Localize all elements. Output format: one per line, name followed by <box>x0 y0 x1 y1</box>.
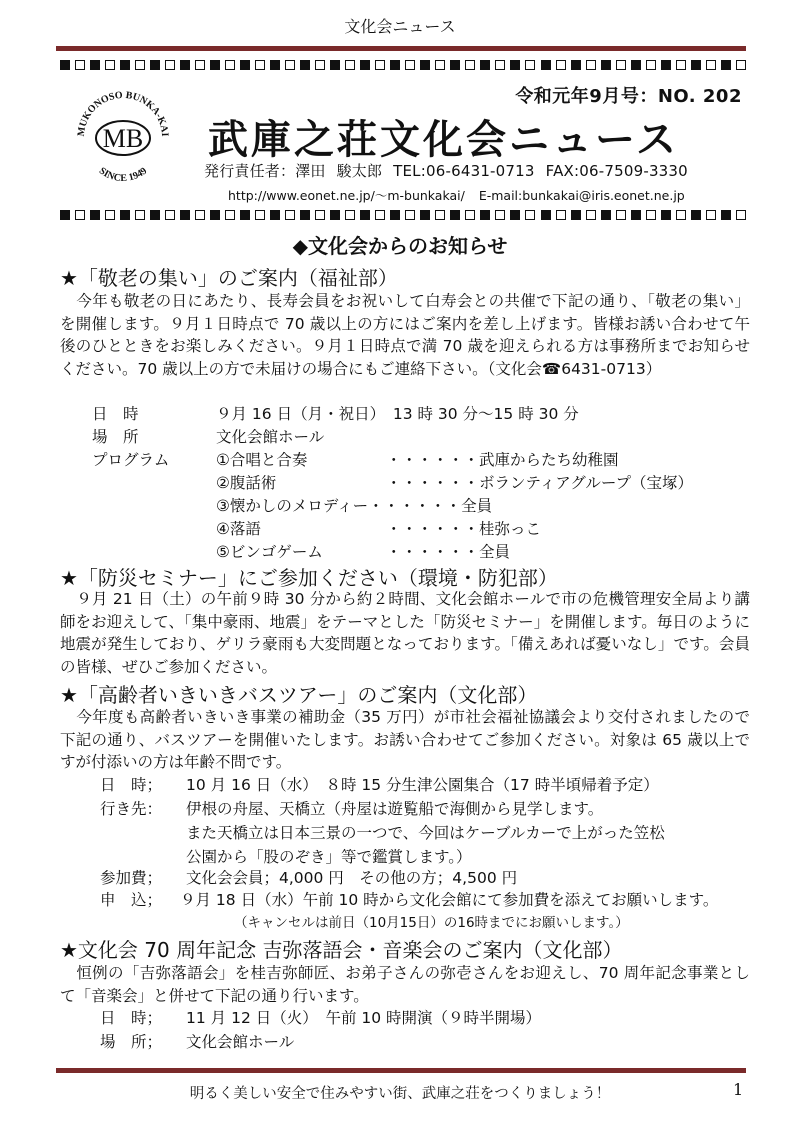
publisher-line: 発行責任者：澤田 駿太郎 TEL:06-6431-0713 FAX:06-7509-3330 <box>204 162 688 180</box>
border-square <box>390 60 400 70</box>
bousai-body: ９月 21 日（土）の午前９時 30 分から約２時間、文化会館ホールで市の危機管理安全局より講師をお迎えして、「集中豪雨、地震」をテーマとした「防災セミナー」を開催します。毎日のように地震が発生しており、ゲリラ豪雨も大変問題となっております。「備えあれば憂いなし」です。会員の皆様、ぜひご参加ください。 <box>60 590 750 676</box>
border-square <box>330 210 340 220</box>
border-square <box>556 210 566 220</box>
footer-slogan: 明るく美しい安全で住みやすい街、武庫之荘をつくりましょう！ <box>189 1086 611 1102</box>
rakugo-heading: ★文化会 70 周年記念 吉弥落語会・音楽会のご案内（文化部） <box>60 938 623 962</box>
border-square <box>75 210 85 220</box>
border-square <box>210 210 220 220</box>
border-square <box>541 210 551 220</box>
program-performer: ・・・・・・全員 <box>386 543 511 561</box>
square-border-bottom <box>60 210 746 222</box>
border-square <box>105 60 115 70</box>
border-square <box>631 210 641 220</box>
border-square <box>315 60 325 70</box>
bustour-body: 今年度も高齢者いきいき事業の補助金（35 万円）が市社会福祉協議会より交付されましたので下記の通り、バスツアーを開催いたします。お誘い合わせてご参加ください。対象は 65 歳以上ですが付添いの方は年齢不問です。 <box>60 708 750 771</box>
bustour-dest-label: 行き先： <box>100 800 163 818</box>
svg-text:SINCE 1949: SINCE 1949 <box>96 165 150 185</box>
border-square <box>105 210 115 220</box>
keiro-program-label: プログラム <box>92 451 170 469</box>
border-square <box>706 60 716 70</box>
border-square <box>300 210 310 220</box>
border-square <box>616 210 626 220</box>
bustour-date-value: 10 月 16 日（水） ８時 15 分生津公園集合（17 時半頃帰着予定） <box>186 776 659 794</box>
keiro-heading: ★「敬老の集い」のご案内（福祉部） <box>60 266 398 290</box>
bustour-apply-label: 申 込； <box>100 891 163 909</box>
bustour-date-label: 日 時； <box>100 776 163 794</box>
keiro-date-label: 日 時 <box>92 405 139 423</box>
border-square <box>691 210 701 220</box>
border-square <box>601 60 611 70</box>
cancel-note: （キャンセルは前日（10月15日）の16時までにお願いします。） <box>234 915 629 931</box>
border-square <box>480 60 490 70</box>
border-square <box>90 60 100 70</box>
border-square <box>646 60 656 70</box>
border-square <box>375 60 385 70</box>
border-square <box>420 210 430 220</box>
border-square <box>601 210 611 220</box>
border-square <box>255 210 265 220</box>
border-square <box>631 60 641 70</box>
bustour-dest-line: また天橋立は日本三景の一つで、今回はケーブルカーで上がった笠松 <box>186 824 665 842</box>
rakugo-place-label: 場 所； <box>100 1033 163 1051</box>
square-border-top <box>60 60 746 72</box>
keiro-place-value: 文化会館ホール <box>216 428 325 446</box>
border-square <box>706 210 716 220</box>
page-number: 1 <box>733 1080 744 1099</box>
border-square <box>525 60 535 70</box>
border-square <box>345 60 355 70</box>
border-square <box>135 60 145 70</box>
border-square <box>661 60 671 70</box>
keiro-place-label: 場 所 <box>92 428 139 446</box>
border-square <box>195 60 205 70</box>
newsletter-title: 武庫之荘文化会ニュース <box>208 117 679 163</box>
border-square <box>240 210 250 220</box>
program-item: ②腹話術 <box>216 474 277 492</box>
border-square <box>646 210 656 220</box>
program-performer: ・・・・・・桂弥っこ <box>386 520 542 538</box>
bustour-fee-label: 参加費； <box>100 869 163 887</box>
border-square <box>375 210 385 220</box>
border-square <box>465 210 475 220</box>
border-square <box>510 210 520 220</box>
border-square <box>541 60 551 70</box>
bustour-dest-line: 伊根の舟屋、天橋立（舟屋は遊覧船で海側から見学します。 <box>186 800 604 818</box>
border-square <box>450 210 460 220</box>
border-square <box>450 60 460 70</box>
border-square <box>721 210 731 220</box>
border-square <box>75 60 85 70</box>
border-square <box>661 210 671 220</box>
border-square <box>420 60 430 70</box>
keiro-body: 今年も敬老の日にあたり、長寿会員をお祝いして白寿会との共催で下記の通り、「敬老の集い」を開催します。９月１日時点で 70 歳以上の方にはご案内を差し上げます。皆様お誘い合わせて午後のひとときをお楽しみください。９月１日時点で満 70 歳を迎えられる方は事務所までお知らせください。70 歳以上の方で未届けの場合にもご連絡下さい。（文化会☎6431-0713） <box>60 292 750 378</box>
border-square <box>285 60 295 70</box>
program-item: ⑤ビンゴゲーム <box>216 543 323 561</box>
border-square <box>676 210 686 220</box>
border-square <box>270 60 280 70</box>
border-square <box>691 60 701 70</box>
email-link[interactable]: E-mail:bunkakai@iris.eonet.ne.jp <box>478 188 685 203</box>
border-square <box>315 210 325 220</box>
border-square <box>165 210 175 220</box>
border-square <box>480 210 490 220</box>
border-square <box>180 210 190 220</box>
border-square <box>60 60 70 70</box>
border-square <box>495 60 505 70</box>
bustour-dest-line: 公園から「股のぞき」等で鑑賞します。） <box>186 848 472 866</box>
rakugo-place-value: 文化会館ホール <box>186 1033 295 1051</box>
border-square <box>571 210 581 220</box>
border-square <box>255 60 265 70</box>
program-item: ④落語 <box>216 520 261 538</box>
border-square <box>165 60 175 70</box>
border-square <box>240 60 250 70</box>
border-square <box>300 60 310 70</box>
border-square <box>571 60 581 70</box>
program-performer: ・・・・・・ボランティアグループ（宝塚） <box>386 474 694 492</box>
border-square <box>270 210 280 220</box>
border-square <box>195 210 205 220</box>
rakugo-body: 恒例の「吉弥落語会」を桂吉弥師匠、お弟子さんの弥壱さんをお迎えし、70 周年記念事業として「音楽会」と併せて下記の通り行います。 <box>60 964 750 1005</box>
border-square <box>225 210 235 220</box>
rakugo-date-value: 11 月 12 日（火） 午前 10 時開演（９時半開場） <box>186 1009 542 1027</box>
bustour-fee-value: 文化会会員；4,000 円 その他の方；4,500 円 <box>186 869 518 887</box>
border-square <box>360 210 370 220</box>
border-square <box>736 60 746 70</box>
border-square <box>736 210 746 220</box>
program-performer: ・・・・・・武庫からたち幼稚園 <box>386 451 619 469</box>
border-square <box>120 60 130 70</box>
contact-links <box>228 186 699 204</box>
footer-rule <box>56 1068 746 1073</box>
program-item: ③懐かしのメロディー・・・・・・全員 <box>216 497 493 515</box>
border-square <box>150 210 160 220</box>
issue-number: 令和元年9月号：NO. 202 <box>515 86 742 107</box>
border-square <box>135 210 145 220</box>
border-square <box>586 60 596 70</box>
border-square <box>60 210 70 220</box>
bustour-heading: ★「高齢者いきいきバスツアー」のご案内（文化部） <box>60 683 538 707</box>
border-square <box>435 210 445 220</box>
border-square <box>721 60 731 70</box>
border-square <box>525 210 535 220</box>
border-square <box>586 210 596 220</box>
border-square <box>390 210 400 220</box>
border-square <box>435 60 445 70</box>
border-square <box>405 60 415 70</box>
border-square <box>210 60 220 70</box>
bustour-apply-value: ９月 18 日（水）午前 10 時から文化会館にて参加費を添えてお願いします。 <box>180 891 719 909</box>
border-square <box>180 60 190 70</box>
border-square <box>676 60 686 70</box>
keiro-date-value: ９月 16 日（月・祝日） 13 時 30 分～15 時 30 分 <box>216 405 579 423</box>
border-square <box>495 210 505 220</box>
border-square <box>360 60 370 70</box>
section-title: ◆文化会からのお知らせ <box>292 234 508 258</box>
border-square <box>120 210 130 220</box>
running-header: 文化会ニュース <box>344 17 456 36</box>
border-square <box>285 210 295 220</box>
border-square <box>90 210 100 220</box>
website-link[interactable]: http://www.eonet.ne.jp/～m-bunkakai/ <box>228 188 465 203</box>
border-square <box>510 60 520 70</box>
border-square <box>225 60 235 70</box>
border-square <box>616 60 626 70</box>
program-item: ①合唱と合奏 <box>216 451 308 469</box>
header-rule <box>56 46 746 51</box>
bousai-heading: ★「防災セミナー」にご参加ください（環境・防犯部） <box>60 566 558 590</box>
border-square <box>556 60 566 70</box>
svg-text:MB: MB <box>102 124 144 153</box>
border-square <box>345 210 355 220</box>
rakugo-date-label: 日 時； <box>100 1009 163 1027</box>
border-square <box>150 60 160 70</box>
border-square <box>330 60 340 70</box>
border-square <box>405 210 415 220</box>
svg-text:MUKONOSO BUNKA-KAI: MUKONOSO BUNKA-KAI <box>75 89 171 138</box>
mb-logo <box>70 84 176 190</box>
border-square <box>465 60 475 70</box>
